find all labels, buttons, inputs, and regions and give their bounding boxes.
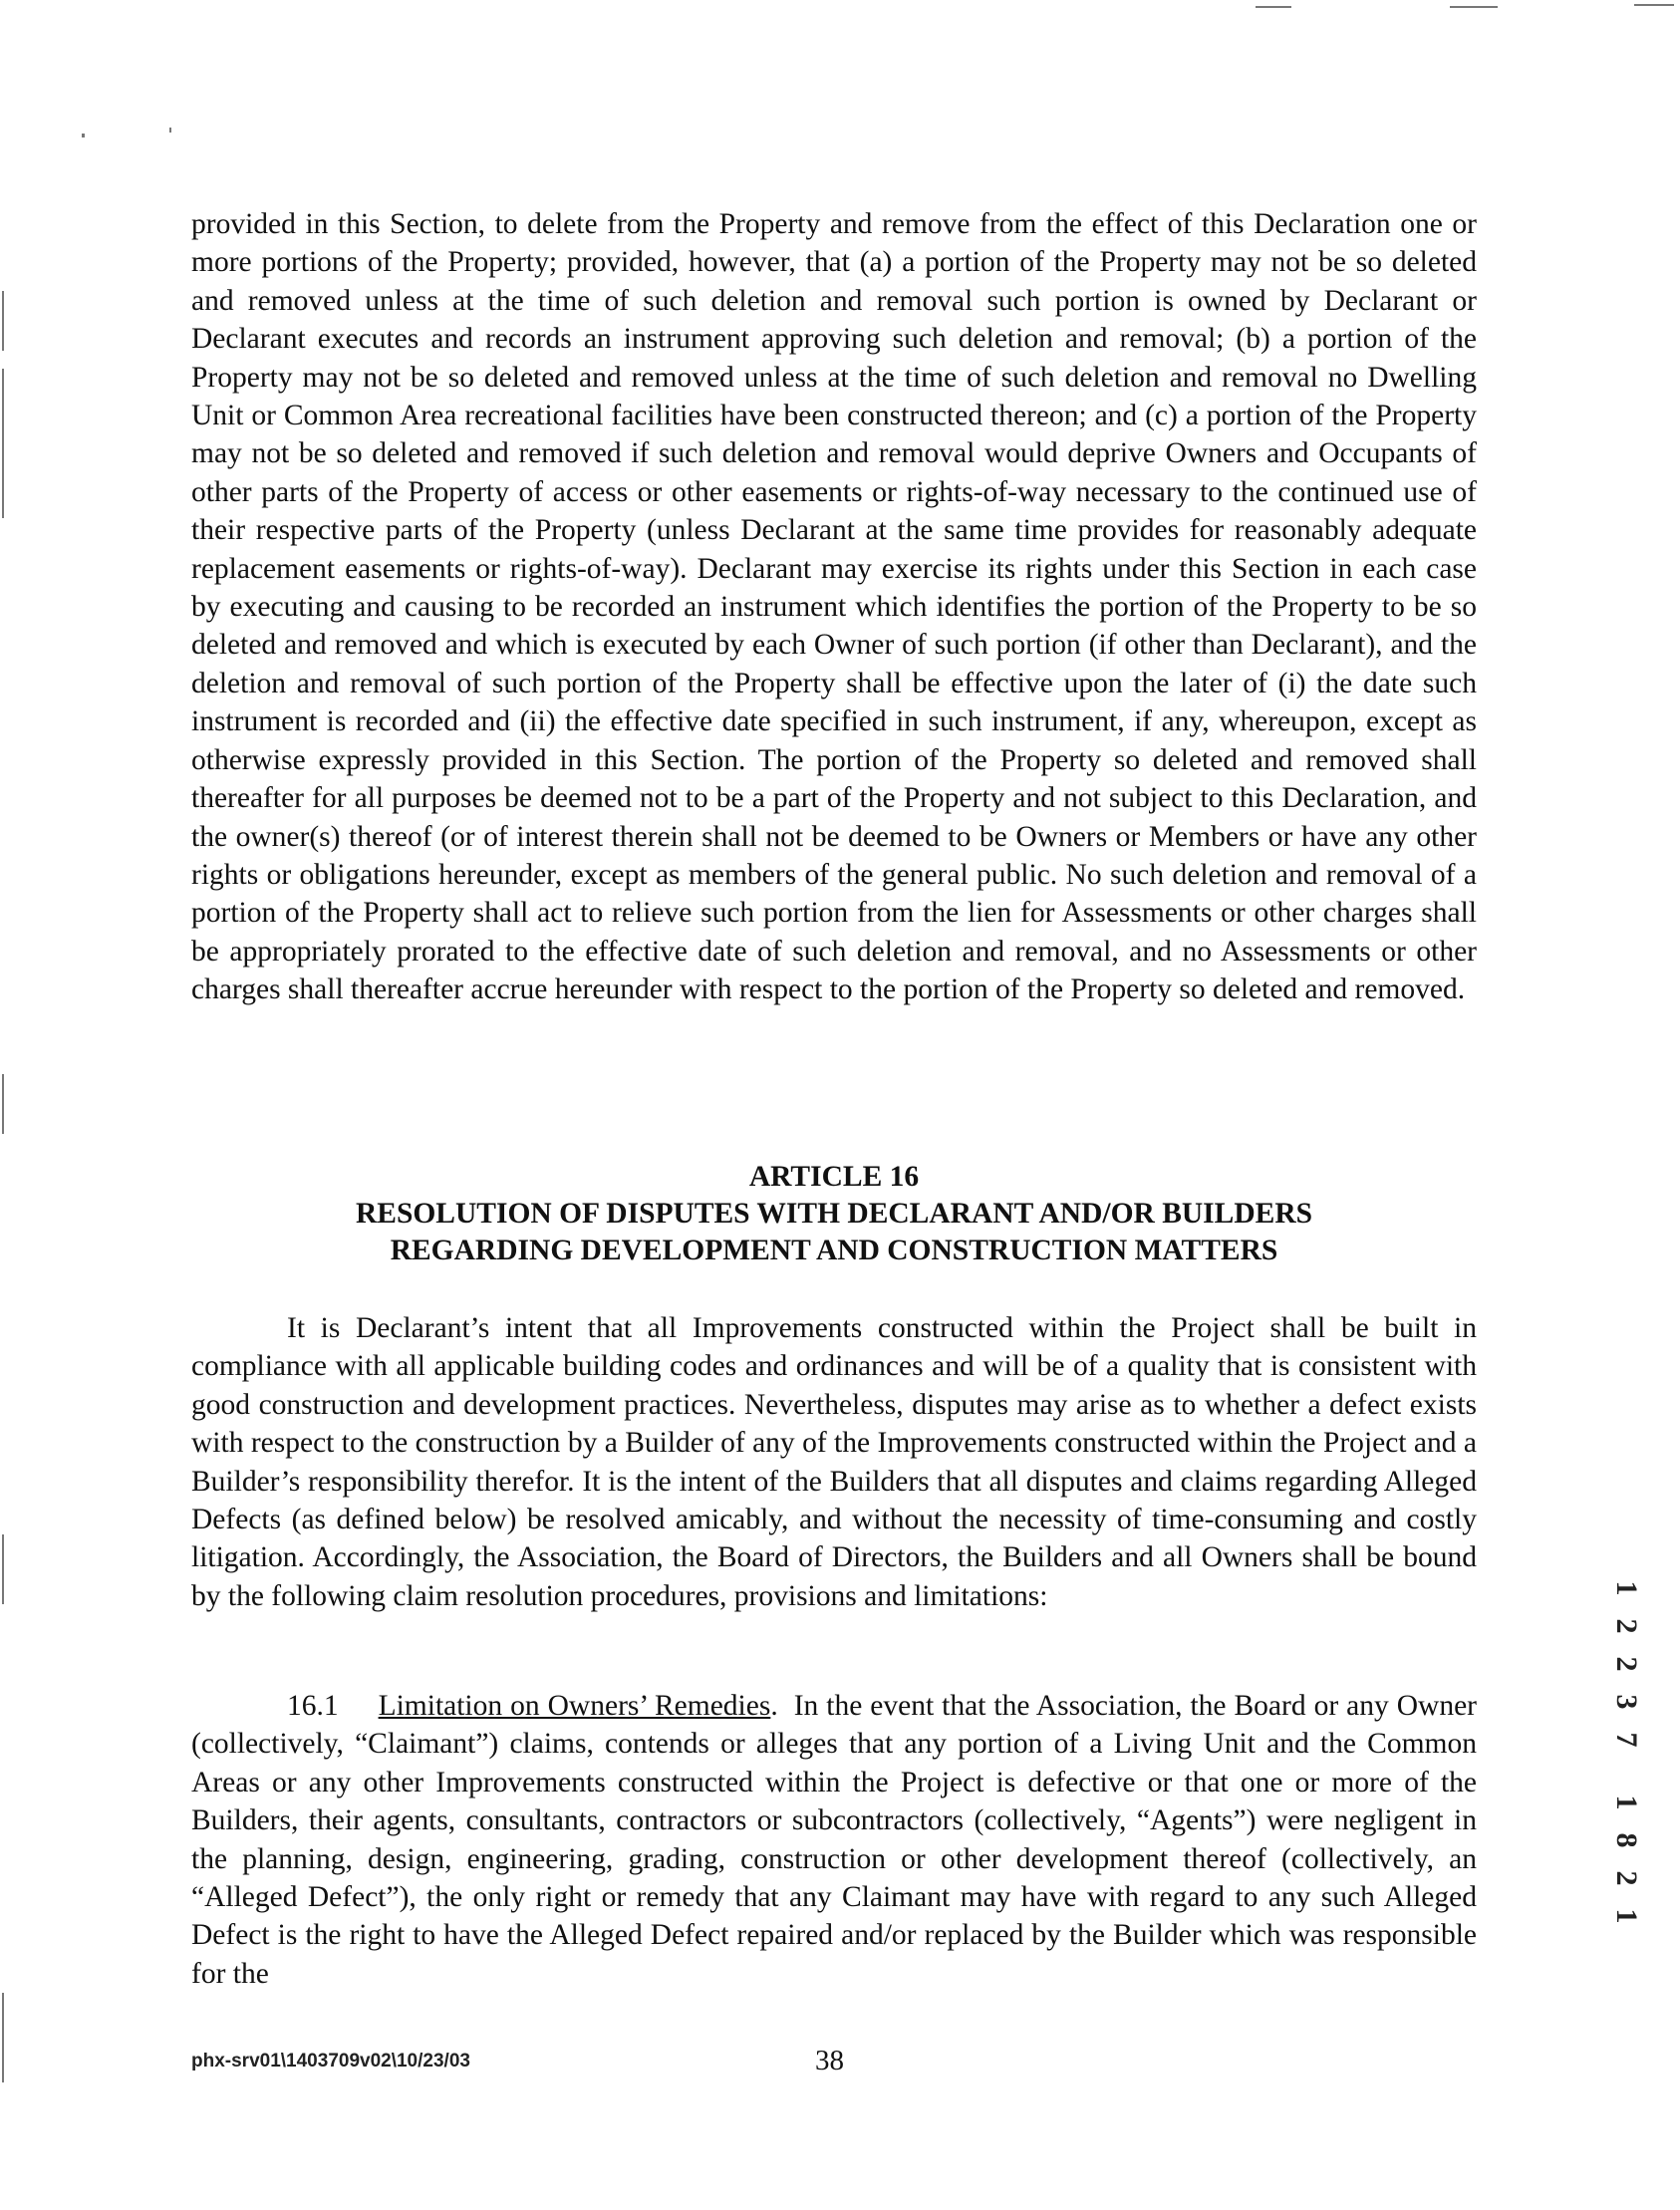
paragraph-property-deletion: provided in this Section, to delete from the Property and remove from the effect of this Declaration one or more portions of the Property; provided, however, that (a) a portion of the Property may not be so deleted and removed unless at the time of such deletion and removal such portion is owned by Declarant or Declarant executes and records an instrument approving such deletion and removal; (b) a portion of the Property may not be so deleted and removed unless at the time of such deletion and removal no Dwelling Unit or Common Area recreational facilities have been constructed thereon; and (c) a portion of the Property may not be so deleted and removed if such deletion and removal would deprive Owners and Occupants of other parts of the Property of access or other easements or rights-of-way necessary to the continued use of their respective parts of the Property (unless Declarant at the same time provides for reasonably adequate replacement easements or rights-of-way). Declarant may exercise its rights under this Section in each case by executing and causing to be recorded an instrument which identifies the portion of the Property to be so deleted and removed and which is executed by each Owner of such portion (if other than Declarant), and the deletion and removal of such portion of the Property shall be effective upon the later of (i) the date such instrument is recorded and (ii) the effective date specified in such instrument, if any, whereupon, except as otherwise expressly provided in this Section. The portion of the Property so deleted and removed shall thereafter for all purposes be deemed not to be a part of the Property and not subject to this Declaration, and the owner(s) thereof (or of interest therein shall not be deemed to be Owners or Members or have any other rights or obligations hereunder, except as members of the general public. No such deletion and removal of a portion of the Property shall act to relieve such portion from the lien for Assessments or other charges shall be appropriately prorated to the effective date of such deletion and removal, and no Assessments or other charges shall thereafter accrue hereunder with respect to the portion of the Property so deleted and removed. (191, 208, 1477, 1006)
stamp-digit: 3 (1610, 1694, 1643, 1710)
scan-mark (2, 1074, 4, 1134)
stamp-digit: 2 (1610, 1618, 1643, 1634)
section-heading: Limitation on Owners’ Remedies (378, 1690, 771, 1722)
section-body-text: In the event that the Association, the Board or any Owner (collectively, “Claimant”) claims, contends or alleges that any portion of a Living Unit and the Common Areas or any other Improvements constructed within the Project is defective or that one or more of the Builders, their agents, consultants, contractors or subcontractors (collectively, “Agents”) were negligent in the planning, design, engineering, grading, construction or other development thereof (collectively, an “Alleged Defect”), the only right or remedy that any Claimant may have with regard to any such Alleged Defect is the right to have the Alleged Defect repaired and/or replaced by the Builder which was responsible for the (191, 1690, 1478, 1990)
scan-mark (2, 291, 4, 351)
scan-mark (82, 134, 85, 138)
article-number-heading: ARTICLE 16 (748, 1161, 920, 1193)
recording-stamp-group-2 (1606, 1784, 1646, 1935)
stamp-digit: 1 (1610, 1908, 1643, 1924)
article-title-line-1: RESOLUTION OF DISPUTES WITH DECLARANT AND/OR BUILDERS (355, 1198, 1313, 1230)
paragraph-declarant-intent: It is Declarant’s intent that all Improvements constructed within the Project shall be built in compliance with all applicable building codes and ordinances and will be of a quality that is consistent with good construction and development practices. Nevertheless, disputes may arise as to whether a defect exists with respect to the construction by a Builder of any of the Improvements constructed within the Project and a Builder’s responsibility therefor. It is the intent of the Builders that all disputes and claims regarding Alleged Defects (as defined below) be resolved amicably, and without the necessity of time-consuming and costly litigation. Accordingly, the Association, the Board of Directors, the Builders and all Owners shall be bound by the following claim resolution procedures, provisions and limitations: (191, 1312, 1477, 1612)
scan-mark (2, 369, 4, 518)
scan-mark (2, 1993, 4, 2082)
section-heading-period: . (770, 1690, 778, 1722)
recording-stamp-group-1 (1606, 1569, 1646, 1759)
scan-mark (169, 128, 171, 133)
scan-mark (1450, 6, 1498, 8)
stamp-digit: 2 (1610, 1656, 1643, 1672)
stamp-digit: 1 (1610, 1580, 1643, 1596)
section-16-1 (191, 1687, 1477, 1993)
stamp-digit: 2 (1610, 1870, 1643, 1886)
stamp-digit: 1 (1610, 1795, 1643, 1810)
footer-file-id: phx-srv01\1403709v02\10/23/03 (191, 2051, 470, 2072)
stamp-digit: 7 (1610, 1732, 1643, 1748)
stamp-digit: 8 (1610, 1832, 1643, 1848)
page-number: 38 (815, 2045, 844, 2076)
scan-mark (1634, 4, 1674, 6)
scan-mark (2, 1534, 4, 1604)
scan-mark (1256, 6, 1291, 8)
article-title-line-2: REGARDING DEVELOPMENT AND CONSTRUCTION MATTERS (390, 1235, 1278, 1266)
section-number: 16.1 (287, 1690, 339, 1722)
